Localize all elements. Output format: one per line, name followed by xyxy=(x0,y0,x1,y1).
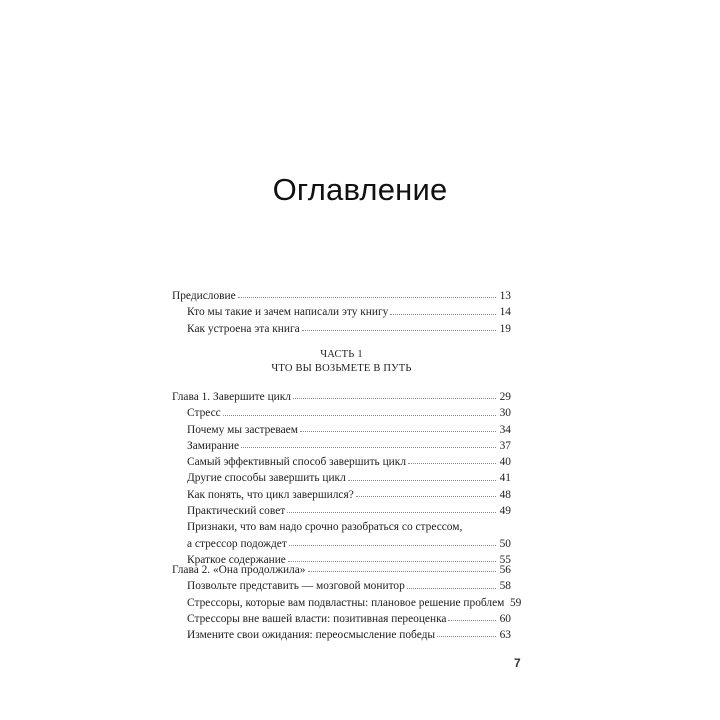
toc-entry-page: 34 xyxy=(499,423,511,436)
toc-entry-page: 48 xyxy=(499,488,511,501)
toc-entry-page: 49 xyxy=(499,505,511,518)
toc-entry-label: Глава 1. Завершите цикл xyxy=(172,391,291,403)
toc-entry-page: 40 xyxy=(499,456,511,469)
dot-leader xyxy=(408,462,496,464)
toc-entry-label: Глава 2. «Она продолжила» xyxy=(172,564,306,576)
toc-entry[interactable] xyxy=(172,503,511,519)
toc-entry-continuation[interactable] xyxy=(172,536,511,552)
toc-entry[interactable] xyxy=(172,438,511,454)
toc-entry-page: 59 xyxy=(509,596,522,609)
page-title: Оглавление xyxy=(272,172,448,207)
toc-entry-page: 19 xyxy=(499,322,511,335)
toc-entry-label: Предисловие xyxy=(172,290,236,302)
dot-leader xyxy=(302,329,496,331)
toc-entry[interactable] xyxy=(172,288,511,304)
toc-entry[interactable] xyxy=(172,611,511,627)
toc-entry[interactable] xyxy=(172,627,511,643)
dot-leader xyxy=(407,587,496,589)
dot-leader xyxy=(241,446,496,448)
toc-entry-label: Практический совет xyxy=(187,505,286,518)
toc-entry[interactable] xyxy=(172,389,511,405)
toc-front-matter xyxy=(172,288,511,337)
toc-entry-page: 60 xyxy=(499,612,511,625)
dot-leader xyxy=(348,479,496,481)
dot-leader xyxy=(287,511,496,513)
toc-entry-label: а стрессор подождет xyxy=(187,537,287,550)
toc-entry-page: 14 xyxy=(499,306,511,319)
toc-entry-page: 30 xyxy=(499,407,511,420)
toc-entry-label: Стрессоры вне вашей власти: позитивная переоценка xyxy=(187,612,447,625)
dot-leader xyxy=(356,495,496,497)
toc-entry-label: Стресс xyxy=(187,407,221,420)
toc-entry-page: 63 xyxy=(499,629,511,642)
toc-entry[interactable] xyxy=(172,304,511,320)
toc-entry-page: 58 xyxy=(499,580,511,593)
toc-entry-label: Самый эффективный способ завершить цикл xyxy=(187,456,406,469)
toc-entry-label: Позвольте представить — мозговой монитор xyxy=(187,580,405,593)
toc-entry-label: Краткое содержание xyxy=(187,553,286,566)
toc-entry-label: Кто мы такие и зачем написали эту книгу xyxy=(187,306,389,319)
dot-leader xyxy=(223,414,496,416)
toc-entry-page: 37 xyxy=(499,439,511,452)
toc-entry-page: 50 xyxy=(499,537,511,550)
dot-leader xyxy=(238,296,496,298)
toc-entry-page: 29 xyxy=(499,391,511,403)
toc-entry-page: 55 xyxy=(499,553,511,566)
page-number: 7 xyxy=(514,656,521,670)
toc-entry[interactable] xyxy=(172,595,522,611)
part-number: ЧАСТЬ 1 xyxy=(320,349,363,360)
toc-chapter-1 xyxy=(172,389,511,568)
dot-leader xyxy=(390,313,496,315)
toc-entry[interactable] xyxy=(172,405,511,421)
toc-entry-label: Как понять, что цикл завершился? xyxy=(187,488,354,501)
toc-entry-page: 13 xyxy=(499,290,511,302)
dot-leader xyxy=(308,570,497,572)
toc-entry[interactable] xyxy=(172,321,511,337)
toc-entry[interactable] xyxy=(172,487,511,503)
toc-chapter-2 xyxy=(172,562,522,643)
toc-entry-label: Признаки, что вам надо срочно разобраться со стрессом, xyxy=(187,521,463,534)
toc-entry-label: Стрессоры, которые вам подвластны: плановое решение проблем xyxy=(187,596,505,609)
dot-leader xyxy=(300,430,496,432)
part-heading xyxy=(172,348,511,376)
toc-entry[interactable] xyxy=(172,562,511,578)
toc-entry[interactable] xyxy=(172,422,511,438)
toc-entry-label: Замирание xyxy=(187,439,240,452)
toc-entry[interactable] xyxy=(172,470,511,486)
part-title: ЧТО ВЫ ВОЗЬМЕТЕ В ПУТЬ xyxy=(271,363,412,374)
toc-entry-label: Как устроена эта книга xyxy=(187,322,300,335)
dot-leader xyxy=(293,397,496,399)
toc-entry-label: Почему мы застреваем xyxy=(187,423,298,436)
toc-entry[interactable] xyxy=(172,519,511,535)
dot-leader xyxy=(289,544,496,546)
toc-entry-label: Другие способы завершить цикл xyxy=(187,472,346,485)
toc-entry-page: 41 xyxy=(499,472,511,485)
dot-leader xyxy=(437,635,496,637)
toc-entry[interactable] xyxy=(172,578,511,594)
toc-entry-page: 56 xyxy=(499,564,511,576)
toc-entry-label: Измените свои ожидания: переосмысление победы xyxy=(187,629,436,642)
dot-leader xyxy=(448,619,496,621)
toc-entry[interactable] xyxy=(172,454,511,470)
